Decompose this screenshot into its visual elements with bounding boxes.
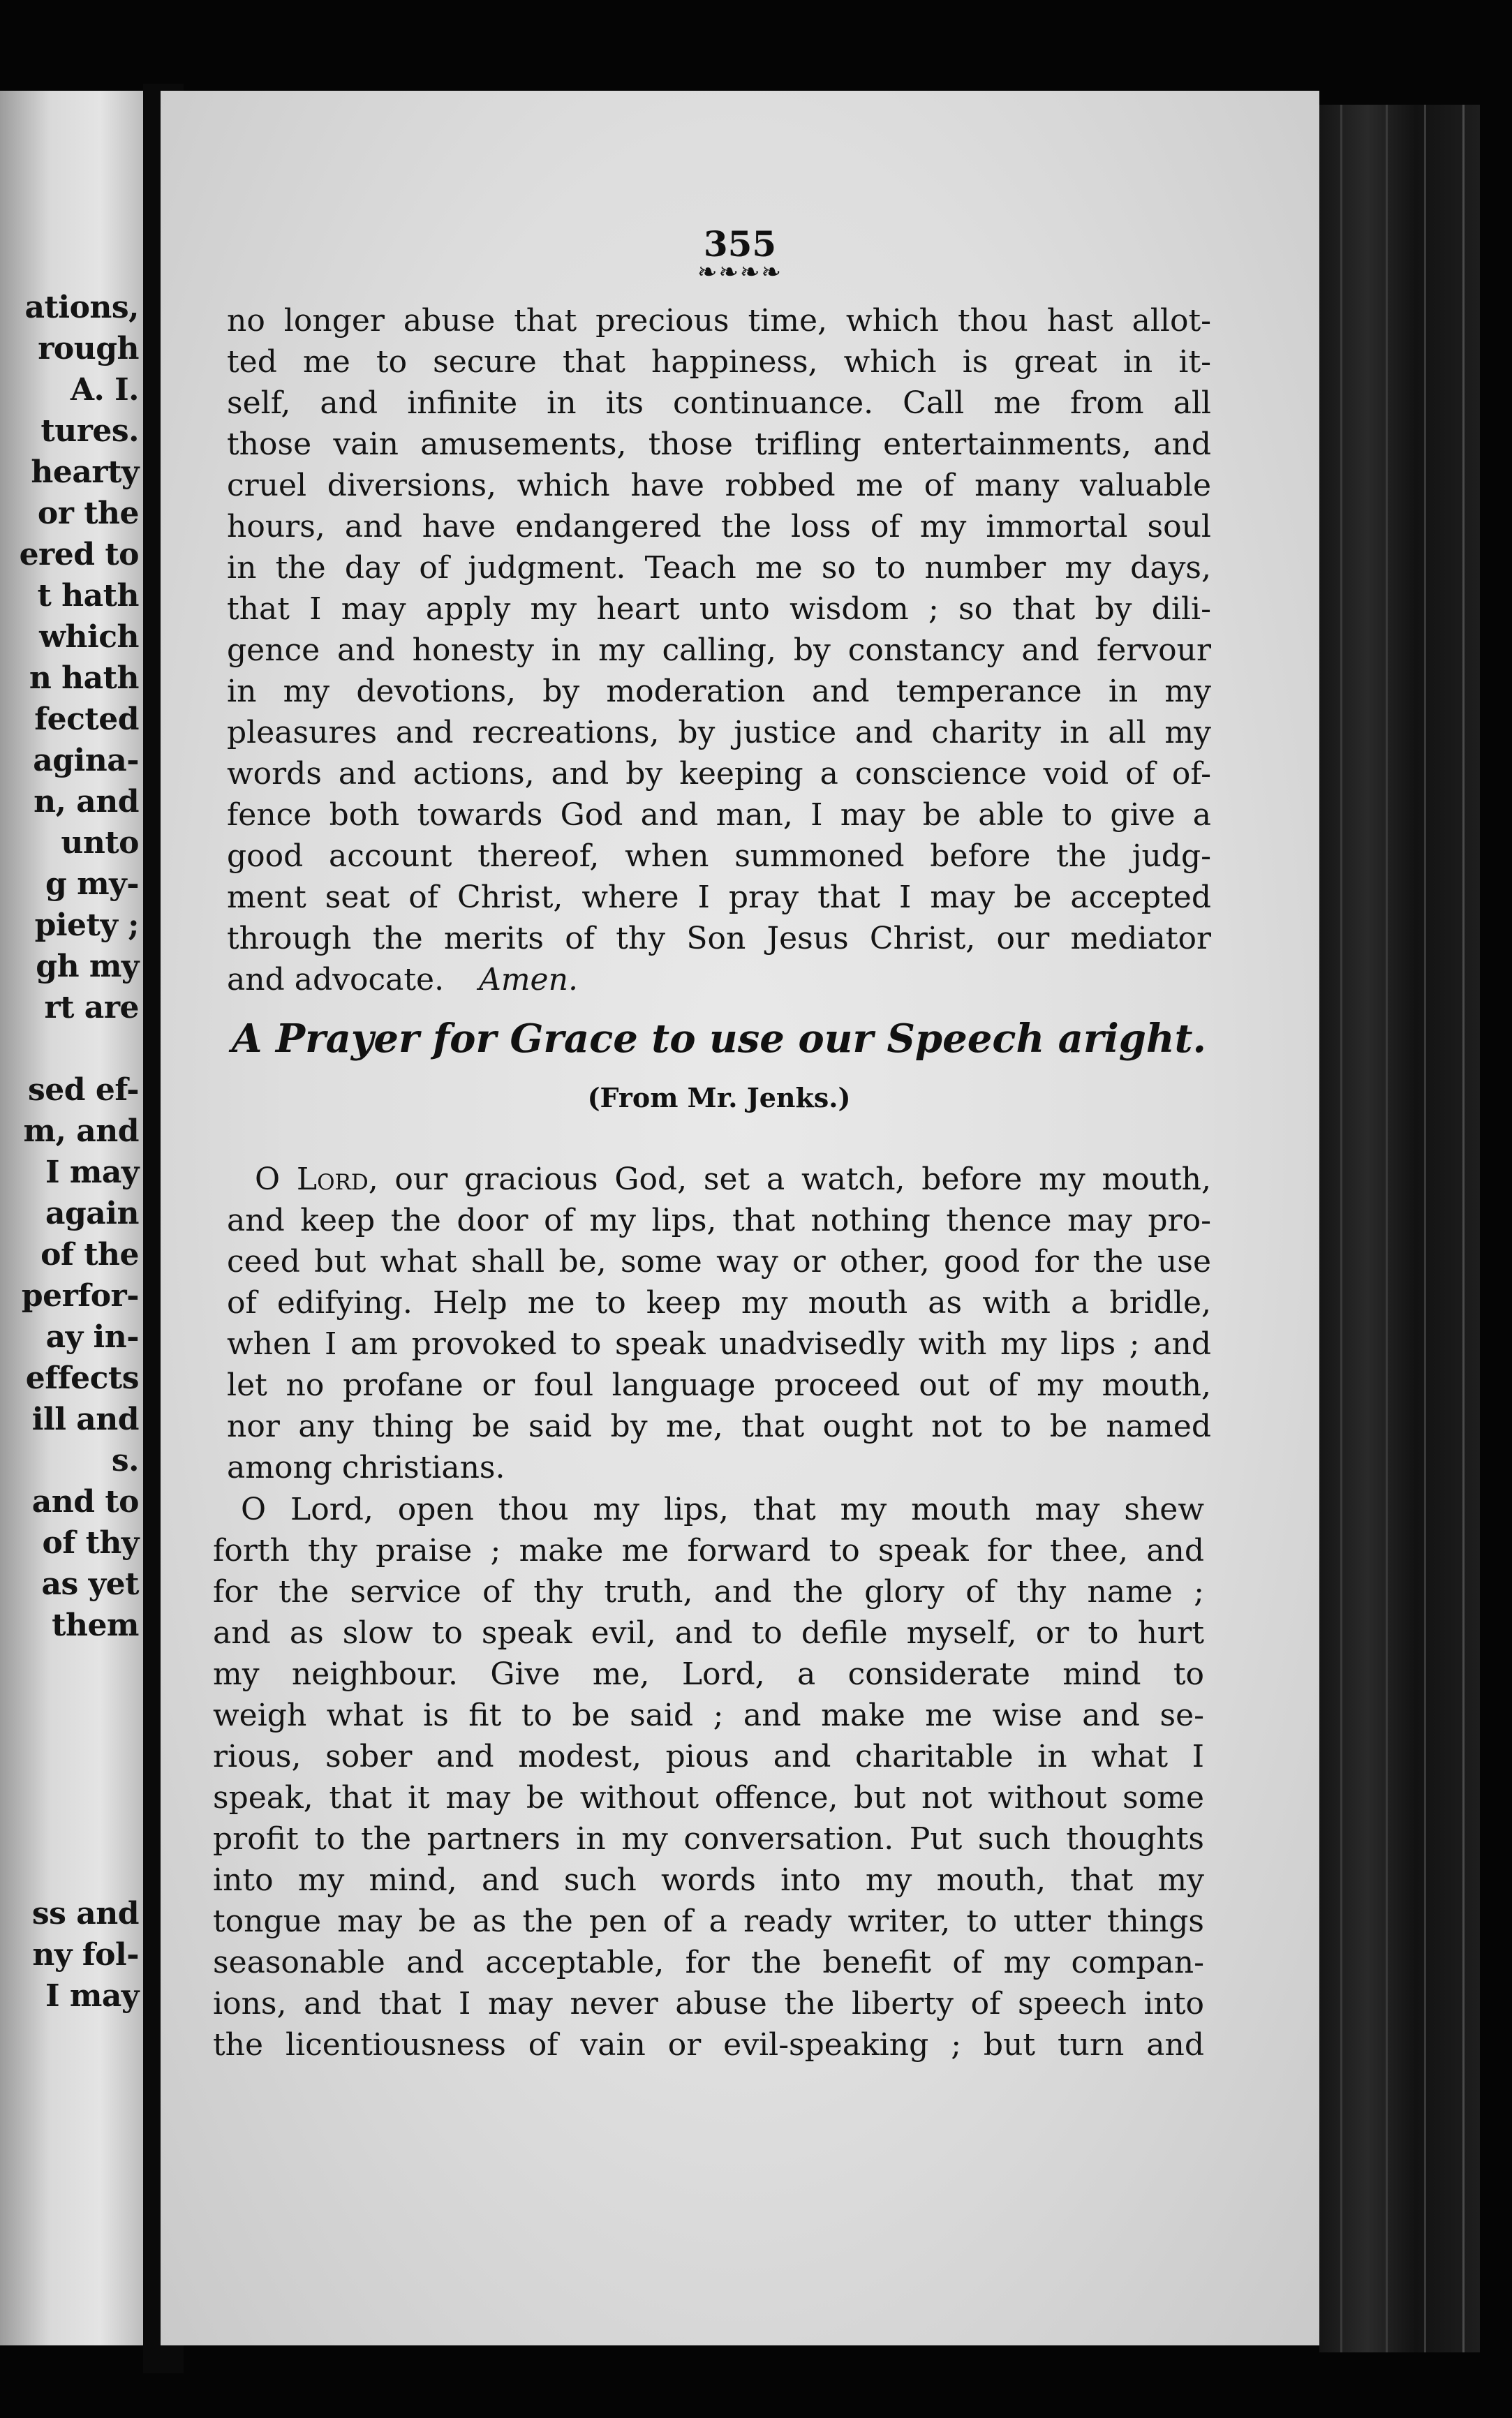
first-line-rest: , our gracious God, set a watch, before my mouth, (368, 1162, 1211, 1197)
adjacent-page-line: ss and (31, 1896, 139, 1931)
text-line: words and actions, and by keeping a conscience void of of- (227, 756, 1211, 792)
adjacent-page-line: again (45, 1196, 139, 1231)
text-line: through the merits of thy Son Jesus Christ, our mediator (227, 921, 1211, 956)
adjacent-page-line: and to (31, 1484, 139, 1520)
text-line: for the service of thy truth, and the glory of thy name ; (213, 1574, 1204, 1610)
book-page (161, 91, 1319, 2345)
text-line: gence and honesty in my calling, by constancy and fervour (227, 632, 1211, 668)
paragraph-lord-watch (227, 1159, 1211, 1488)
adjacent-page-line: ny fol- (32, 1937, 139, 1973)
text-line: weigh what is fit to be said ; and make me wise and se- (213, 1698, 1204, 1733)
paragraph-open-lips (213, 1489, 1204, 2065)
adjacent-page-line: perfor- (21, 1278, 139, 1314)
text-line: pleasures and recreations, by justice and charity in all my (227, 715, 1211, 750)
text-line: and as slow to speak evil, and to defile myself, or to hurt (213, 1615, 1204, 1651)
paragraph-continuation (227, 300, 1211, 1000)
prayer-heading: A Prayer for Grace to use our Speech aright. (232, 1016, 1206, 1062)
adjacent-page-line: rt are (44, 990, 139, 1025)
adjacent-page-line: n hath (29, 660, 139, 696)
text-line: speak, that it may be without offence, but not without some (213, 1780, 1204, 1816)
page-number: 355 (703, 223, 777, 265)
text-line: good account thereof, when summoned before the judg- (227, 838, 1211, 874)
text-line: of edifying. Help me to keep my mouth as with a bridle, (227, 1285, 1211, 1321)
text-line: cruel diversions, which have robbed me of many valuable (227, 468, 1211, 503)
adjacent-page-line: agina- (33, 743, 139, 778)
adjacent-page-line: gh my (36, 949, 139, 984)
text-line: hours, and have endangered the loss of my immortal soul (227, 509, 1211, 544)
adjacent-page-line: s. (111, 1443, 139, 1478)
text-line: seasonable and acceptable, for the benefit of my compan- (213, 1945, 1204, 1980)
adjacent-page-line: piety ; (34, 907, 139, 943)
adjacent-page-line: ill and (31, 1402, 139, 1437)
text-line: O Lord, open thou my lips, that my mouth may shew (241, 1492, 1204, 1527)
adjacent-page-line: unto (61, 825, 139, 861)
adjacent-page-line: fected (34, 702, 139, 737)
adjacent-page-line: which (39, 619, 139, 655)
adjacent-page-line: of the (40, 1237, 139, 1273)
text-line: and keep the door of my lips, that nothing thence may pro- (227, 1203, 1211, 1238)
text-line: nor any thing be said by me, that ought not to be named (227, 1409, 1211, 1444)
text-line (227, 959, 1211, 1000)
text-line: into my mind, and such words into my mouth, that my (213, 1862, 1204, 1898)
amen: Amen. (479, 962, 578, 997)
text-line: in the day of judgment. Teach me so to number my days, (227, 550, 1211, 586)
adjacent-page-line: or the (37, 496, 139, 531)
text-line: ceed but what shall be, some way or other, good for the use (227, 1244, 1211, 1280)
adjacent-page-strip (0, 91, 143, 2345)
text-line: no longer abuse that precious time, which thou hast allot- (227, 303, 1211, 339)
adjacent-page-line: ations, (24, 290, 139, 325)
text-line: those vain amusements, those trifling entertainments, and (227, 427, 1211, 462)
text-line: in my devotions, by moderation and temperance in my (227, 674, 1211, 709)
prayer-subheading: (From Mr. Jenks.) (587, 1082, 851, 1113)
adjacent-page-line: I may (45, 1155, 139, 1190)
adjacent-page-line: ay in- (45, 1319, 139, 1355)
text-line: fence both towards God and man, I may be able to give a (227, 797, 1211, 833)
lord-smallcaps: Lord (296, 1162, 369, 1197)
text-line: ment seat of Christ, where I pray that I may be accepted (227, 880, 1211, 915)
adjacent-page-line: I may (45, 1978, 139, 2014)
text-line: among christians. (227, 1450, 505, 1485)
adjacent-page-line: g my- (45, 866, 139, 902)
adjacent-page-line: as yet (41, 1566, 139, 1602)
text-line: rious, sober and modest, pious and charitable in what I (213, 1739, 1204, 1774)
adjacent-page-line: ered to (19, 537, 139, 572)
text-line: profit to the partners in my conversation. Put such thoughts (213, 1821, 1204, 1857)
text-line: my neighbour. Give me, Lord, a considerate mind to (213, 1656, 1204, 1692)
text-line (227, 1159, 1211, 1200)
adjacent-page-line: t hath (37, 578, 139, 614)
ornament-rule: ❧❧❧❧ (697, 258, 783, 286)
adjacent-page-line: A. I. (70, 372, 139, 408)
adjacent-page-line: them (52, 1608, 139, 1643)
adjacent-page-line: rough (38, 331, 139, 366)
adjacent-page-line: tures. (40, 413, 139, 449)
adjacent-page-line: hearty (31, 454, 139, 490)
text-line: that I may apply my heart unto wisdom ; so that by dili- (227, 591, 1211, 627)
text-line: let no profane or foul language proceed out of my mouth, (227, 1367, 1211, 1403)
adjacent-page-line: of thy (42, 1525, 139, 1561)
book-fore-edge (1319, 105, 1480, 2352)
adjacent-page-line: n, and (34, 784, 139, 819)
text-line: ions, and that I may never abuse the liberty of speech into (213, 1986, 1204, 2022)
text-line: ted me to secure that happiness, which is great in it- (227, 344, 1211, 380)
text-line: the licentiousness of vain or evil-speaking ; but turn and (213, 2027, 1204, 2063)
text-line: self, and infinite in its continuance. Call me from all (227, 385, 1211, 421)
adjacent-page-line: sed ef- (28, 1072, 139, 1108)
lead-letter: O (255, 1162, 297, 1197)
closing-phrase: and advocate. (227, 962, 445, 997)
text-line: forth thy praise ; make me forward to speak for thee, and (213, 1533, 1204, 1568)
adjacent-page-line: effects (25, 1360, 139, 1396)
text-line: tongue may be as the pen of a ready writer, to utter things (213, 1904, 1204, 1939)
text-line: when I am provoked to speak unadvisedly with my lips ; and (227, 1326, 1211, 1362)
adjacent-page-line: m, and (23, 1113, 139, 1149)
